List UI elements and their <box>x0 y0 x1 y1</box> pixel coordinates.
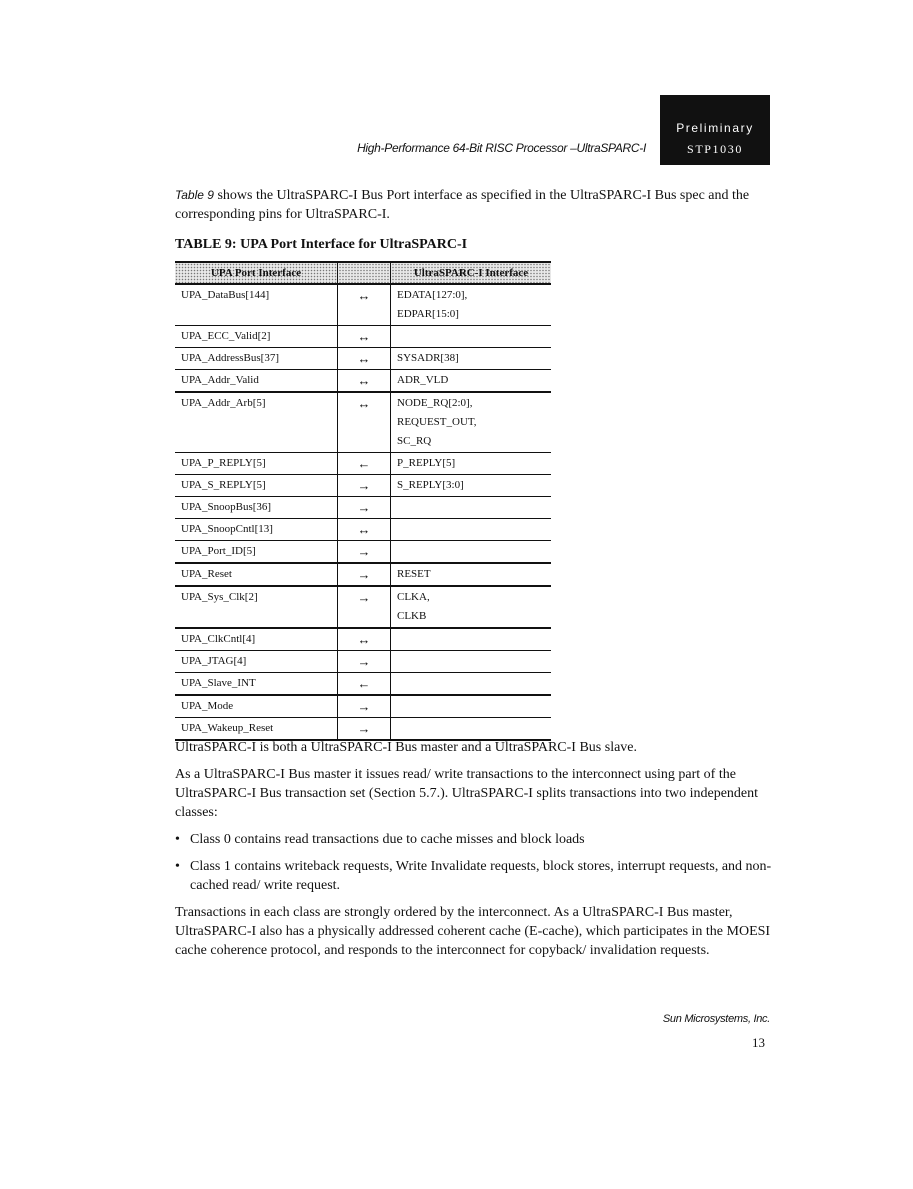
document-header-title: High-Performance 64-Bit RISC Processor –UltraSPARC-I <box>357 141 646 155</box>
signal-name: RESET <box>397 568 431 580</box>
port-name-cell: UPA_SnoopCntl[13] <box>175 519 338 541</box>
port-name-cell: UPA_DataBus[144] <box>175 284 338 326</box>
table-row <box>175 628 551 651</box>
port-name-cell: UPA_P_REPLY[5] <box>175 453 338 475</box>
list-item-text: Class 1 contains writeback requests, Write Invalidate requests, block stores, interrupt requests, and non-cached read/ write request. <box>190 859 772 893</box>
direction-arrow-cell: ← <box>338 673 391 696</box>
column-header-port: UPA Port Interface <box>175 262 338 284</box>
bullet-icon: • <box>175 859 180 874</box>
port-name-cell: UPA_S_REPLY[5] <box>175 475 338 497</box>
port-name-cell: UPA_ECC_Valid[2] <box>175 326 338 348</box>
table-row <box>175 519 551 541</box>
signal-cell <box>391 497 552 519</box>
body-text <box>175 738 775 968</box>
direction-arrow-cell: ↔ <box>338 348 391 370</box>
direction-arrow-cell: → <box>338 563 391 586</box>
signal-cell <box>391 695 552 718</box>
column-header-signals: UltraSPARC-I Interface <box>391 262 552 284</box>
signal-cell <box>391 348 552 370</box>
table-header-row <box>175 262 551 284</box>
signal-name: NODE_RQ[2:0], <box>397 397 473 409</box>
table-row <box>175 284 551 326</box>
signal-name: P_REPLY[5] <box>397 457 456 469</box>
signal-cell <box>391 563 552 586</box>
direction-arrow-cell: → <box>338 718 391 741</box>
port-name-cell: UPA_Addr_Valid <box>175 370 338 393</box>
signal-name: ADR_VLD <box>397 374 449 386</box>
footer-company: Sun Microsystems, Inc. <box>662 1013 770 1025</box>
direction-arrow-cell: ↔ <box>338 519 391 541</box>
table-reference: Table 9 <box>175 188 214 202</box>
paragraph-bus-master: As a UltraSPARC-I Bus master it issues read/ write transactions to the interconnect using part of the UltraSPARC-I Bus transaction set (Section 5.7.). UltraSPARC-I splits transactions into two independent classes: <box>175 767 759 820</box>
signal-name: EDPAR[15:0] <box>397 308 459 320</box>
signal-cell <box>391 326 552 348</box>
list-item-text: Class 0 contains read transactions due to cache misses and block loads <box>190 832 585 847</box>
signal-name: REQUEST_OUT, <box>397 416 477 428</box>
upa-port-table <box>175 261 551 741</box>
paragraph-master-slave: UltraSPARC-I is both a UltraSPARC-I Bus master and a UltraSPARC-I Bus slave. <box>175 740 638 755</box>
signal-cell <box>391 586 552 628</box>
signal-cell <box>391 475 552 497</box>
direction-arrow-cell: → <box>338 695 391 718</box>
direction-arrow-cell: ← <box>338 453 391 475</box>
signal-name: S_REPLY[3:0] <box>397 479 464 491</box>
column-header-direction <box>338 262 391 284</box>
signal-name: SC_RQ <box>397 435 432 447</box>
port-name-cell: UPA_SnoopBus[36] <box>175 497 338 519</box>
port-name-cell: UPA_Addr_Arb[5] <box>175 392 338 453</box>
direction-arrow-cell: ↔ <box>338 284 391 326</box>
page-number: 13 <box>752 1035 765 1050</box>
preliminary-badge <box>660 95 770 165</box>
table-row <box>175 348 551 370</box>
direction-arrow-cell: → <box>338 475 391 497</box>
table-row <box>175 497 551 519</box>
port-name-cell: UPA_JTAG[4] <box>175 651 338 673</box>
direction-arrow-cell: ↔ <box>338 370 391 393</box>
table-row <box>175 586 551 628</box>
signal-name: EDATA[127:0], <box>397 289 468 301</box>
port-name-cell: UPA_Slave_INT <box>175 673 338 696</box>
signal-cell <box>391 392 552 453</box>
signal-cell <box>391 718 552 741</box>
table-row <box>175 326 551 348</box>
direction-arrow-cell: ↔ <box>338 628 391 651</box>
port-name-cell: UPA_Sys_Clk[2] <box>175 586 338 628</box>
part-number: STP1030 <box>687 142 743 156</box>
intro-paragraph <box>175 186 775 224</box>
signal-cell <box>391 651 552 673</box>
direction-arrow-cell: → <box>338 541 391 564</box>
table-row <box>175 370 551 393</box>
table-row <box>175 453 551 475</box>
table-row <box>175 563 551 586</box>
intro-text: shows the UltraSPARC-I Bus Port interface as specified in the UltraSPARC-I Bus spec and the corresponding pins for UltraSPARC-I. <box>175 188 750 222</box>
direction-arrow-cell: → <box>338 586 391 628</box>
table-row <box>175 392 551 453</box>
signal-cell <box>391 673 552 696</box>
status-label: Preliminary <box>676 121 754 135</box>
table-row <box>175 695 551 718</box>
direction-arrow-cell: → <box>338 497 391 519</box>
signal-name: SYSADR[38] <box>397 352 459 364</box>
port-name-cell: UPA_Port_ID[5] <box>175 541 338 564</box>
table-row <box>175 651 551 673</box>
table-row <box>175 475 551 497</box>
table-row <box>175 718 551 741</box>
signal-name: CLKA, <box>397 591 430 603</box>
port-name-cell: UPA_Reset <box>175 563 338 586</box>
signal-cell <box>391 284 552 326</box>
direction-arrow-cell: ↔ <box>338 392 391 453</box>
signal-name: CLKB <box>397 610 427 622</box>
table-caption: TABLE 9: UPA Port Interface for UltraSPARC-I <box>175 237 468 252</box>
list-item <box>175 857 775 895</box>
signal-cell <box>391 541 552 564</box>
signal-cell <box>391 453 552 475</box>
table-row <box>175 673 551 696</box>
direction-arrow-cell: → <box>338 651 391 673</box>
transaction-class-list <box>175 830 775 895</box>
port-name-cell: UPA_ClkCntl[4] <box>175 628 338 651</box>
port-name-cell: UPA_Wakeup_Reset <box>175 718 338 741</box>
direction-arrow-cell: ↔ <box>338 326 391 348</box>
signal-cell <box>391 370 552 393</box>
table-row <box>175 541 551 564</box>
paragraph-ordering: Transactions in each class are strongly ordered by the interconnect. As a UltraSPARC-I Bus master, UltraSPARC-I also has a physically addressed coherent cache (E-cache), which participates in the MOESI cache coherence protocol, and responds to the interconnect for copyback/ invalidation requests. <box>175 905 771 958</box>
signal-cell <box>391 628 552 651</box>
port-name-cell: UPA_Mode <box>175 695 338 718</box>
signal-cell <box>391 519 552 541</box>
port-name-cell: UPA_AddressBus[37] <box>175 348 338 370</box>
list-item <box>175 830 775 849</box>
bullet-icon: • <box>175 832 180 847</box>
